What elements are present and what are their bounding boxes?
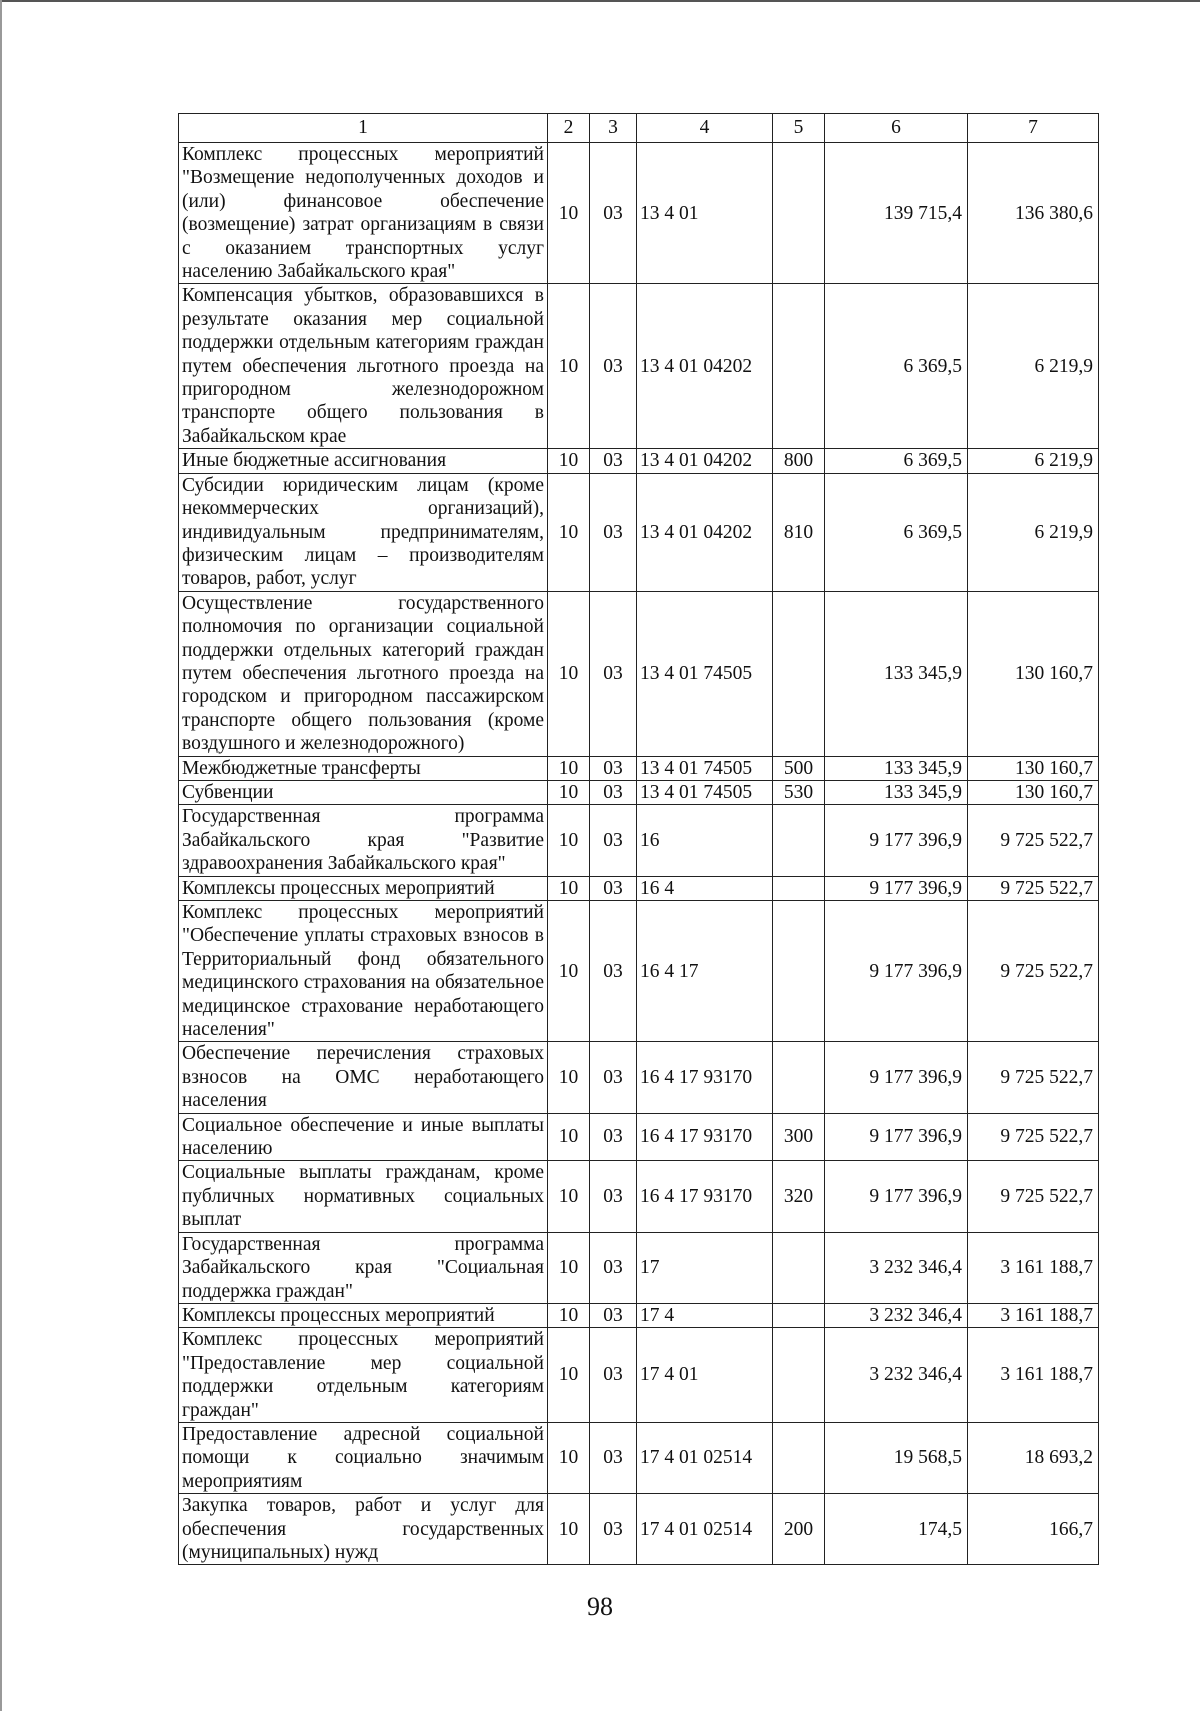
- row-name-cell: Социальное обеспечение и иные выплаты населению: [179, 1113, 548, 1161]
- amount-col6-cell: 9 177 396,9: [825, 1113, 968, 1161]
- table-row: [179, 876, 1099, 900]
- amount-col7-cell: 166,7: [968, 1494, 1099, 1565]
- amount-col7-cell: 3 161 188,7: [968, 1232, 1099, 1303]
- subsection-code-cell: 03: [590, 1494, 637, 1565]
- header-col-6: 6: [825, 114, 968, 143]
- row-name-cell: Государственная программа Забайкальского края "Развитие здравоохранения Забайкальского края": [179, 805, 548, 876]
- subsection-code-cell: 03: [590, 1422, 637, 1493]
- table-header-row: [179, 114, 1099, 143]
- table-row: [179, 1042, 1099, 1113]
- row-name-cell: Осуществление государственного полномочия по организации социальной поддержки отдельных категорий граждан путем обеспечения льготного проезда на городском и пригородном пассажирском транспорте общего пользования (кроме воздушного и железнодорожного): [179, 591, 548, 756]
- table-row: [179, 1328, 1099, 1423]
- expense-type-cell: [773, 1232, 825, 1303]
- table-row: [179, 901, 1099, 1042]
- row-name-cell: Социальные выплаты гражданам, кроме публичных нормативных социальных выплат: [179, 1161, 548, 1232]
- target-article-cell: 13 4 01 04202: [637, 473, 773, 591]
- expense-type-cell: [773, 1422, 825, 1493]
- row-name-cell: Предоставление адресной социальной помощи к социально значимым мероприятиям: [179, 1422, 548, 1493]
- section-code-cell: 10: [548, 780, 590, 804]
- amount-col6-cell: 139 715,4: [825, 143, 968, 284]
- amount-col7-cell: 9 725 522,7: [968, 876, 1099, 900]
- table-row: [179, 1494, 1099, 1565]
- section-code-cell: 10: [548, 1303, 590, 1327]
- header-col-2: 2: [548, 114, 590, 143]
- amount-col7-cell: 3 161 188,7: [968, 1328, 1099, 1423]
- table-row: [179, 1161, 1099, 1232]
- amount-col6-cell: 9 177 396,9: [825, 876, 968, 900]
- section-code-cell: 10: [548, 591, 590, 756]
- target-article-cell: 17 4: [637, 1303, 773, 1327]
- row-name-cell: Компенсация убытков, образовавшихся в результате оказания мер социальной поддержки отдельным категориям граждан путем обеспечения льготного проезда на пригородном железнодорожном транспорте общего пользования в Забайкальском крае: [179, 284, 548, 449]
- subsection-code-cell: 03: [590, 143, 637, 284]
- target-article-cell: 16: [637, 805, 773, 876]
- subsection-code-cell: 03: [590, 1113, 637, 1161]
- row-name-cell: Комплексы процессных мероприятий: [179, 876, 548, 900]
- subsection-code-cell: 03: [590, 1328, 637, 1423]
- expense-type-cell: [773, 1328, 825, 1423]
- expense-type-cell: [773, 284, 825, 449]
- section-code-cell: 10: [548, 1161, 590, 1232]
- scan-edge-left: [0, 0, 2, 1711]
- amount-col7-cell: 130 160,7: [968, 591, 1099, 756]
- target-article-cell: 13 4 01 74505: [637, 591, 773, 756]
- subsection-code-cell: 03: [590, 1232, 637, 1303]
- expense-type-cell: 530: [773, 780, 825, 804]
- expense-type-cell: [773, 143, 825, 284]
- subsection-code-cell: 03: [590, 756, 637, 780]
- section-code-cell: 10: [548, 756, 590, 780]
- table-row: [179, 473, 1099, 591]
- header-col-4: 4: [637, 114, 773, 143]
- row-name-cell: Иные бюджетные ассигнования: [179, 449, 548, 473]
- table-row: [179, 1232, 1099, 1303]
- expense-type-cell: 810: [773, 473, 825, 591]
- amount-col6-cell: 19 568,5: [825, 1422, 968, 1493]
- target-article-cell: 13 4 01: [637, 143, 773, 284]
- row-name-cell: Субсидии юридическим лицам (кроме некоммерческих организаций), индивидуальным предпринимателям, физическим лицам – производителям товаров, работ, услуг: [179, 473, 548, 591]
- subsection-code-cell: 03: [590, 284, 637, 449]
- target-article-cell: 13 4 01 04202: [637, 449, 773, 473]
- expense-type-cell: 300: [773, 1113, 825, 1161]
- amount-col7-cell: 9 725 522,7: [968, 1042, 1099, 1113]
- amount-col7-cell: 18 693,2: [968, 1422, 1099, 1493]
- amount-col6-cell: 9 177 396,9: [825, 901, 968, 1042]
- target-article-cell: 17 4 01 02514: [637, 1422, 773, 1493]
- row-name-cell: Межбюджетные трансферты: [179, 756, 548, 780]
- table-row: [179, 805, 1099, 876]
- subsection-code-cell: 03: [590, 591, 637, 756]
- expense-type-cell: [773, 876, 825, 900]
- target-article-cell: 13 4 01 74505: [637, 756, 773, 780]
- amount-col7-cell: 6 219,9: [968, 473, 1099, 591]
- table-row: [179, 143, 1099, 284]
- table-row: [179, 756, 1099, 780]
- section-code-cell: 10: [548, 901, 590, 1042]
- amount-col6-cell: 3 232 346,4: [825, 1303, 968, 1327]
- target-article-cell: 17 4 01 02514: [637, 1494, 773, 1565]
- expense-type-cell: 800: [773, 449, 825, 473]
- target-article-cell: 16 4: [637, 876, 773, 900]
- amount-col6-cell: 133 345,9: [825, 591, 968, 756]
- row-name-cell: Обеспечение перечисления страховых взносов на ОМС неработающего населения: [179, 1042, 548, 1113]
- table-body: [179, 114, 1099, 1565]
- expense-type-cell: [773, 1042, 825, 1113]
- row-name-cell: Комплексы процессных мероприятий: [179, 1303, 548, 1327]
- target-article-cell: 16 4 17 93170: [637, 1113, 773, 1161]
- header-col-1: 1: [179, 114, 548, 143]
- section-code-cell: 10: [548, 473, 590, 591]
- row-name-cell: Комплекс процессных мероприятий "Предоставление мер социальной поддержки отдельным категориям граждан": [179, 1328, 548, 1423]
- section-code-cell: 10: [548, 1494, 590, 1565]
- row-name-cell: Субвенции: [179, 780, 548, 804]
- subsection-code-cell: 03: [590, 876, 637, 900]
- header-col-7: 7: [968, 114, 1099, 143]
- section-code-cell: 10: [548, 1113, 590, 1161]
- header-col-5: 5: [773, 114, 825, 143]
- amount-col6-cell: 6 369,5: [825, 449, 968, 473]
- target-article-cell: 13 4 01 04202: [637, 284, 773, 449]
- subsection-code-cell: 03: [590, 473, 637, 591]
- amount-col6-cell: 133 345,9: [825, 756, 968, 780]
- table-row: [179, 780, 1099, 804]
- expense-type-cell: 320: [773, 1161, 825, 1232]
- subsection-code-cell: 03: [590, 1161, 637, 1232]
- target-article-cell: 17 4 01: [637, 1328, 773, 1423]
- section-code-cell: 10: [548, 1328, 590, 1423]
- target-article-cell: 16 4 17: [637, 901, 773, 1042]
- header-col-3: 3: [590, 114, 637, 143]
- subsection-code-cell: 03: [590, 901, 637, 1042]
- table-row: [179, 1113, 1099, 1161]
- section-code-cell: 10: [548, 1042, 590, 1113]
- budget-allocation-table: [178, 113, 1099, 1565]
- row-name-cell: Закупка товаров, работ и услуг для обеспечения государственных (муниципальных) нужд: [179, 1494, 548, 1565]
- expense-type-cell: [773, 591, 825, 756]
- row-name-cell: Государственная программа Забайкальского края "Социальная поддержка граждан": [179, 1232, 548, 1303]
- section-code-cell: 10: [548, 1422, 590, 1493]
- row-name-cell: Комплекс процессных мероприятий "Обеспечение уплаты страховых взносов в Территориальный фонд обязательного медицинского страхования на обязательное медицинское страхование неработающего населения": [179, 901, 548, 1042]
- subsection-code-cell: 03: [590, 1303, 637, 1327]
- amount-col6-cell: 9 177 396,9: [825, 805, 968, 876]
- amount-col7-cell: 6 219,9: [968, 449, 1099, 473]
- subsection-code-cell: 03: [590, 780, 637, 804]
- table-row: [179, 449, 1099, 473]
- table-row: [179, 284, 1099, 449]
- subsection-code-cell: 03: [590, 1042, 637, 1113]
- amount-col7-cell: 136 380,6: [968, 143, 1099, 284]
- amount-col7-cell: 9 725 522,7: [968, 901, 1099, 1042]
- section-code-cell: 10: [548, 1232, 590, 1303]
- amount-col7-cell: 6 219,9: [968, 284, 1099, 449]
- table-row: [179, 1303, 1099, 1327]
- amount-col6-cell: 9 177 396,9: [825, 1161, 968, 1232]
- target-article-cell: 17: [637, 1232, 773, 1303]
- amount-col7-cell: 9 725 522,7: [968, 1161, 1099, 1232]
- expense-type-cell: 500: [773, 756, 825, 780]
- amount-col6-cell: 6 369,5: [825, 284, 968, 449]
- subsection-code-cell: 03: [590, 805, 637, 876]
- table-row: [179, 591, 1099, 756]
- row-name-cell: Комплекс процессных мероприятий "Возмещение недополученных доходов и (или) финансовое обеспечение (возмещение) затрат организациям в связи с оказанием транспортных услуг населению Забайкальского края": [179, 143, 548, 284]
- expense-type-cell: 200: [773, 1494, 825, 1565]
- scan-edge-top: [0, 0, 1200, 2]
- amount-col7-cell: 130 160,7: [968, 756, 1099, 780]
- expense-type-cell: [773, 805, 825, 876]
- section-code-cell: 10: [548, 143, 590, 284]
- target-article-cell: 16 4 17 93170: [637, 1161, 773, 1232]
- target-article-cell: 13 4 01 74505: [637, 780, 773, 804]
- table-row: [179, 1422, 1099, 1493]
- amount-col6-cell: 9 177 396,9: [825, 1042, 968, 1113]
- amount-col6-cell: 3 232 346,4: [825, 1328, 968, 1423]
- amount-col6-cell: 3 232 346,4: [825, 1232, 968, 1303]
- section-code-cell: 10: [548, 449, 590, 473]
- page-number: 98: [587, 1592, 613, 1621]
- target-article-cell: 16 4 17 93170: [637, 1042, 773, 1113]
- section-code-cell: 10: [548, 284, 590, 449]
- amount-col6-cell: 174,5: [825, 1494, 968, 1565]
- expense-type-cell: [773, 1303, 825, 1327]
- section-code-cell: 10: [548, 805, 590, 876]
- expense-type-cell: [773, 901, 825, 1042]
- amount-col6-cell: 133 345,9: [825, 780, 968, 804]
- amount-col7-cell: 9 725 522,7: [968, 1113, 1099, 1161]
- amount-col7-cell: 130 160,7: [968, 780, 1099, 804]
- subsection-code-cell: 03: [590, 449, 637, 473]
- section-code-cell: 10: [548, 876, 590, 900]
- amount-col7-cell: 9 725 522,7: [968, 805, 1099, 876]
- amount-col7-cell: 3 161 188,7: [968, 1303, 1099, 1327]
- amount-col6-cell: 6 369,5: [825, 473, 968, 591]
